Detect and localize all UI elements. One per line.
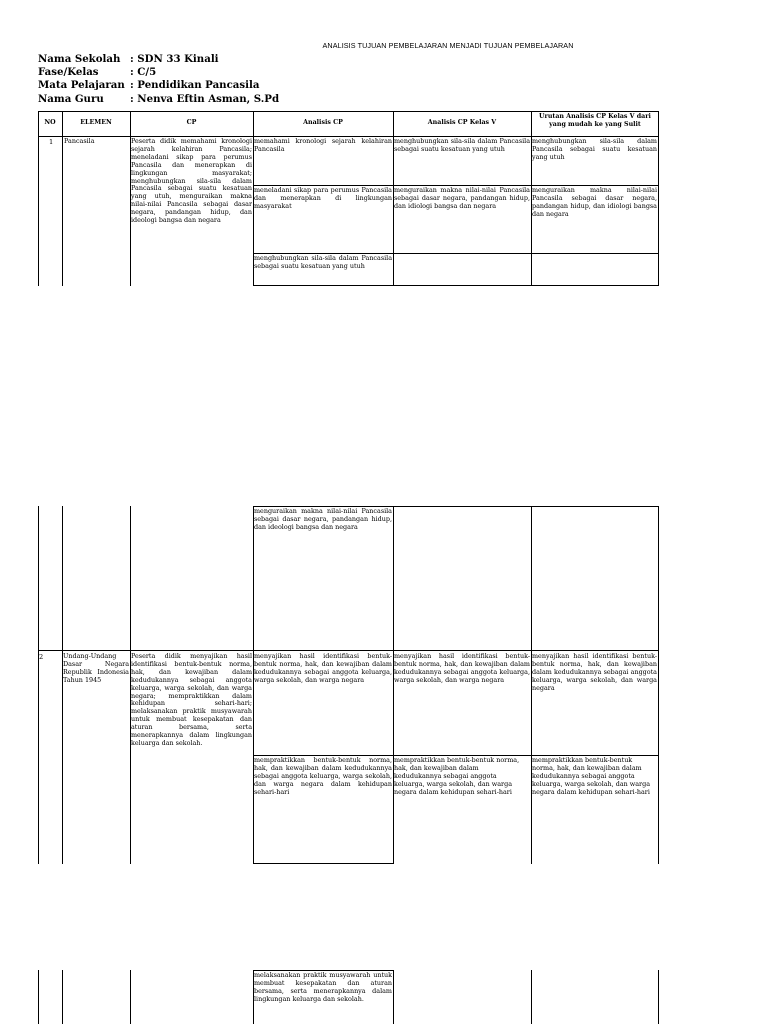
analisis-cp-item: memahami kronologi sejarah kelahiran Pancasila <box>254 138 392 153</box>
grid-line <box>38 650 659 651</box>
header-no: NO <box>44 119 56 126</box>
analisis-cp-item: menyajikan hasil identifikasi bentuk-bentuk norma, hak, dan kewajiban dalam kedudukannya sebagai anggota keluarga, warga sekolah, dan warga negara <box>254 653 392 684</box>
row-elemen: Undang-Undang Dasar Negara Republik Indonesia Tahun 1945 <box>63 653 129 684</box>
grid-line <box>62 506 63 864</box>
analisis-cp-item: mempraktikkan bentuk-bentuk norma, hak, dan kewajiban dalam kedudukannya sebagai anggota keluarga, warga sekolah, dan warga negara dalam kehidupan sehari-hari <box>254 757 392 796</box>
analisis-kelas-item: menghubungkan sila-sila dalam Pancasila sebagai suatu kesatuan yang utuh <box>394 138 530 153</box>
info-label: Nama Guru <box>38 92 104 105</box>
grid-line <box>658 506 659 864</box>
grid-line <box>130 970 131 1024</box>
grid-line <box>531 970 532 1024</box>
grid-line <box>38 111 659 112</box>
header-analisis-cp: Analisis CP <box>303 119 343 126</box>
grid-line <box>38 506 39 864</box>
urutan-item: menghubungkan sila-sila dalam Pancasila sebagai suatu kesatuan yang utuh <box>532 138 657 161</box>
analisis-cp-item: melaksanakan praktik musyawarah untuk membuat kesepakatan dan aturan bersama, serta menerapkannya dalam lingkungan keluarga dan sekolah. <box>254 972 392 1003</box>
info-label: Nama Sekolah <box>38 53 121 65</box>
row-number: 2 <box>39 653 44 661</box>
grid-line <box>253 755 659 756</box>
row-cp: Peserta didik menyajikan hasil identifikasi bentuk-bentuk norma, hak, dan kewajiban dalam kedudukannya sebagai anggota keluarga, warga sekolah, dan warga negara; mempraktikkan dalam kehidupan sehari-hari; melaksanakan praktik musyawarah untuk membuat kesepakatan dan aturan bersama, serta menerapkannya dalam lingkungan keluarga dan sekolah. <box>131 653 252 747</box>
grid-line <box>38 136 659 137</box>
row-cp: Peserta didik memahami kronologi sejarah kelahiran Pancasila; meneladani sikap para perumus Pancasila dan menerapkan di lingkungan masyarakat; menghubungkan sila-sila dalam Pancasila sebagai suatu kesatuan yang utuh, menguraikan makna nilai-nilai Pancasila sebagai dasar negara, pandangan hidup, dan ideologi bangsa dan negara <box>131 138 252 225</box>
grid-line <box>253 285 659 286</box>
grid-line <box>253 253 659 254</box>
urutan-item: menyajikan hasil identifikasi bentuk-bentuk norma, hak, dan kewajiban dalam kedudukannya sebagai anggota keluarga, warga sekolah, dan warga negara <box>532 653 657 692</box>
grid-line <box>393 506 394 864</box>
grid-line <box>253 970 394 971</box>
grid-line <box>658 111 659 286</box>
header-elemen: ELEMEN <box>80 119 112 126</box>
header-cp: CP <box>186 119 197 126</box>
analisis-cp-item: menguraikan makna nilai-nilai Pancasila sebagai dasar negara, pandangan hidup, dan ideologi bangsa dan negara <box>254 508 392 531</box>
analisis-kelas-item: menguraikan makna nilai-nilai Pancasila sebagai dasar negara, pandangan hidup, dan idiologi bangsa dan negara <box>394 187 530 210</box>
grid-line <box>38 111 39 286</box>
row-number: 1 <box>49 138 54 146</box>
header-analisis-kelas: Analisis CP Kelas V <box>427 119 497 126</box>
grid-line <box>253 185 659 186</box>
info-value: : C/5 <box>130 66 157 79</box>
info-label: Mata Pelajaran <box>38 79 125 92</box>
grid-line <box>393 970 394 1024</box>
info-label: Fase/Kelas <box>38 66 99 79</box>
info-value: : Nenva Eftin Asman, S.Pd <box>130 92 280 105</box>
analisis-kelas-item: mempraktikkan bentuk-bentuk norma, hak, dan kewajiban dalam kedudukannya sebagai anggota keluarga, warga sekolah, dan warga negara dalam kehidupan sehari-hari <box>394 757 520 796</box>
info-value: : Pendidikan Pancasila <box>130 79 260 92</box>
analisis-kelas-item: menyajikan hasil identifikasi bentuk-bentuk norma, hak, dan kewajiban dalam kedudukannya sebagai anggota keluarga, warga sekolah, dan warga negara <box>394 653 530 684</box>
grid-line <box>253 506 659 507</box>
header-urutan: Urutan Analisis CP Kelas V dari yang mudah ke yang Sulit <box>539 113 651 128</box>
grid-line <box>62 111 63 286</box>
grid-line <box>253 506 254 864</box>
urutan-item: mempraktikkan bentuk-bentuk norma, hak, dan kewajiban dalam kedudukannya sebagai anggota keluarga, warga sekolah, dan warga negara dalam kehidupan sehari-hari <box>532 757 651 796</box>
grid-line <box>253 863 394 864</box>
grid-line <box>62 970 63 1024</box>
analisis-cp-item: menghubungkan sila-sila dalam Pancasila sebagai suatu kesatuan yang utuh <box>254 255 392 270</box>
info-value: : SDN 33 Kinali <box>130 53 219 65</box>
urutan-item: menguraikan makna nilai-nilai Pancasila sebagai dasar negara, pandangan hidup, dan idiologi bangsa dan negara <box>532 187 657 218</box>
document-title: ANALISIS TUJUAN PEMBELAJARAN MENJADI TUJUAN PEMBELAJARAN <box>322 41 574 50</box>
grid-line <box>38 970 39 1024</box>
row-elemen: Pancasila <box>64 138 95 145</box>
analisis-cp-item: meneladani sikap para perumus Pancasila dan menerapkan di lingkungan masyarakat <box>254 187 392 210</box>
grid-line <box>658 970 659 1024</box>
